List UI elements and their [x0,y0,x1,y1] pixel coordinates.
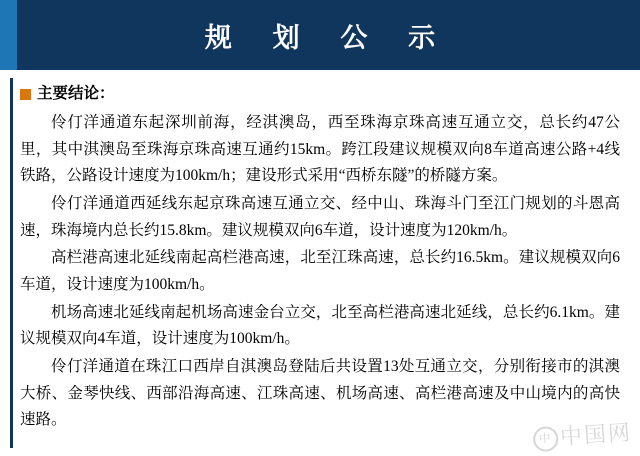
section-heading [20,84,624,104]
square-bullet-icon [20,89,31,100]
paragraph: 伶仃洋通道西延线东起京珠高速互通立交、经中山、珠海斗门至江门规划的斗恩高速，珠海境内总长约15.8km。建议规模双向6车道，设计速度为120km/h。 [20,195,620,239]
paragraph: 机场高速北延线南起机场高速金台立交，北至高栏港高速北延线，总长约6.1km。建议规模双向4车道，设计速度为100km/h。 [20,303,620,348]
paragraph: 伶仃洋通道东起深圳前海，经淇澳岛，西至珠海京珠高速互通立交，总长约47公里，其中淇澳岛至珠海京珠高速互通约15km。跨江段建议规模双向8车道高速公路+4线铁路，公路设计速度为100km/h；建设形式采用“西桥东隧”的桥隧方案。 [20,114,620,185]
document-body [20,84,624,435]
left-vertical-rule [10,78,13,448]
watermark [532,416,633,454]
watermark-badge: 中 [532,426,559,453]
paragraph: 伶仃洋通道在珠江口西岸自淇澳岛登陆后共设置13处互通立交，分别衔接市的淇澳大桥、金琴快线、西部沿海高速、江珠高速、机场高速、高栏港高速及中山境内的高快速路。 [20,358,620,429]
paragraph: 高栏港高速北延线南起高栏港高速，北至江珠高速，总长约16.5km。建议规模双向6车道，设计速度为100km/h。 [20,249,620,294]
page-title: 规 划 公 示 [204,22,453,53]
title-banner [0,0,640,70]
watermark-text: 中国网 [559,419,633,450]
section-heading-label: 主要结论： [37,85,115,102]
